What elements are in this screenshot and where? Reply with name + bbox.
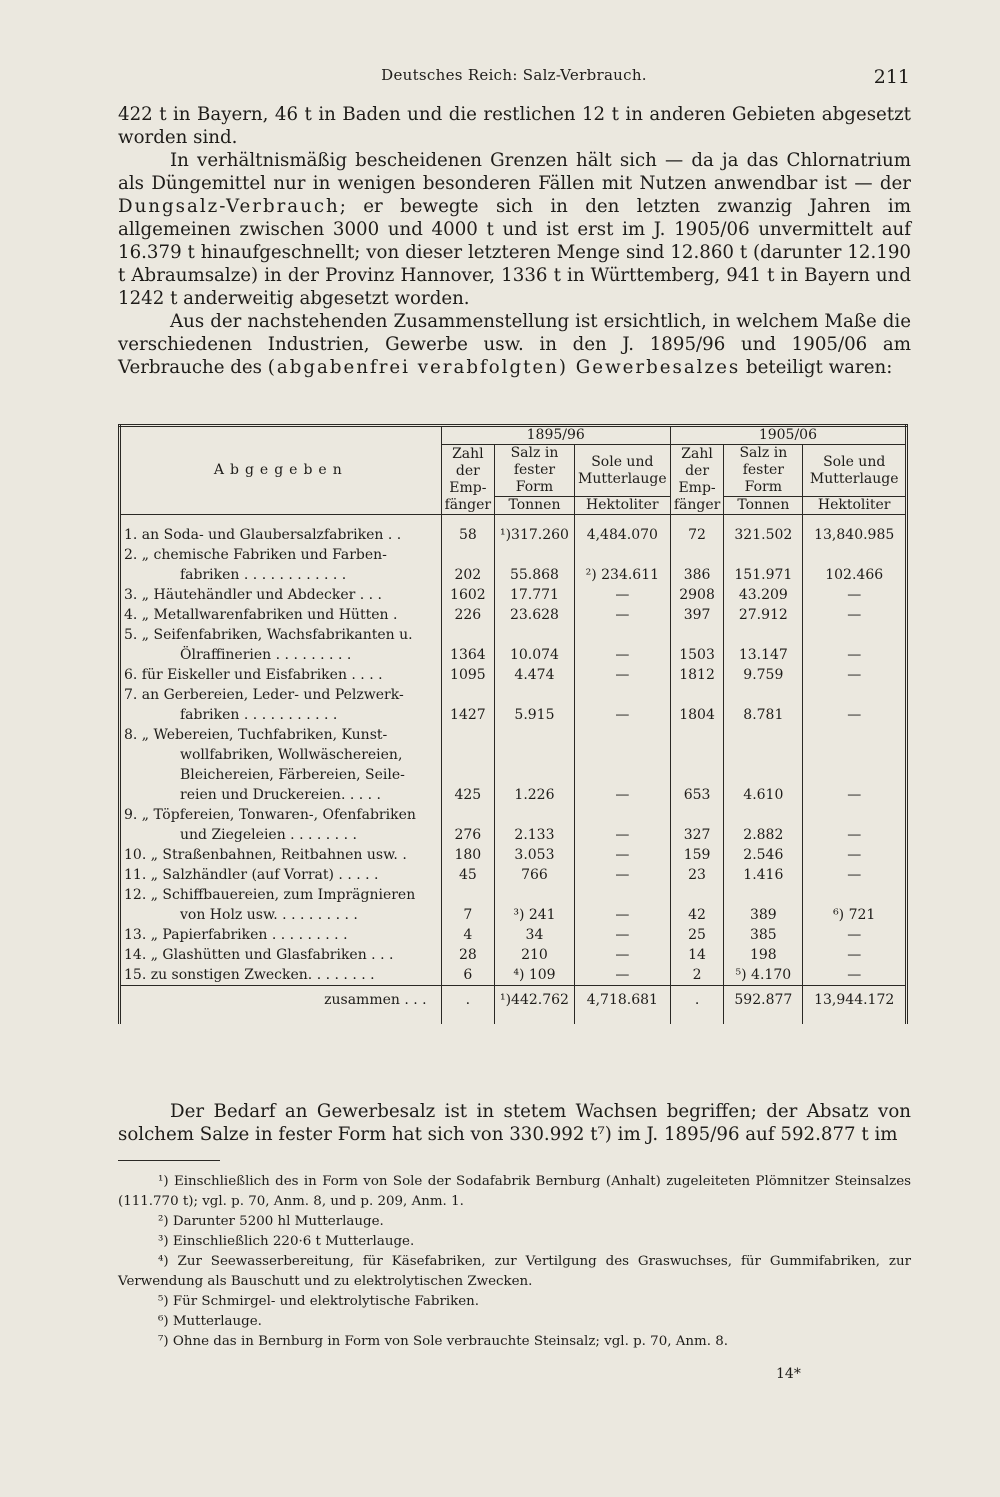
cell-m2: — — [803, 685, 907, 725]
table-row — [120, 585, 907, 605]
row-label-line: 10. „ Straßenbahnen, Reitbahnen usw. . — [124, 847, 407, 863]
cell-s2: ⁵) 4.170 — [724, 965, 803, 986]
cell-z1: 180 — [441, 845, 494, 865]
table-row — [120, 925, 907, 945]
row-label-line: 12. „ Schiffbauereien, zum Imprägnieren — [124, 887, 416, 903]
cell-m2: — — [803, 805, 907, 845]
cell-z1: 45 — [441, 865, 494, 885]
header-salz-1: Salz in fester Form — [495, 445, 575, 497]
header-year-1905: 1905/06 — [670, 426, 906, 445]
running-title: Deutsches Reich: Salz-Verbrauch. — [381, 66, 647, 84]
cell-z2: 72 — [670, 515, 723, 546]
cell-s1: 210 — [495, 945, 575, 965]
cell-z2: 397 — [670, 605, 723, 625]
cell-s2: 13.147 — [724, 625, 803, 665]
row-label-line: 1. an Soda- und Glaubersalzfabriken . . — [124, 527, 402, 543]
cell-s2: 321.502 — [724, 515, 803, 546]
cell-z1: 7 — [441, 885, 494, 925]
cell-s2: 8.781 — [724, 685, 803, 725]
row-label — [120, 845, 442, 865]
cell-z2: 2908 — [670, 585, 723, 605]
row-label — [120, 865, 442, 885]
row-label-line: Bleichereien, Färbereien, Seile- — [180, 767, 405, 783]
cell-m2: — — [803, 585, 907, 605]
row-label — [120, 925, 442, 945]
row-label-line: 4. „ Metallwarenfabriken und Hütten . — [124, 607, 398, 623]
signature-mark: 14* — [776, 1366, 801, 1382]
total-m1: 4,718.681 — [574, 986, 670, 1025]
total-m2: 13,944.172 — [803, 986, 907, 1025]
row-label-line: und Ziegeleien . . . . . . . . — [180, 827, 357, 843]
cell-z1: 1602 — [441, 585, 494, 605]
row-label — [120, 625, 442, 665]
cell-m1: — — [574, 885, 670, 925]
cell-s2: 151.971 — [724, 545, 803, 585]
footnotes — [118, 1172, 911, 1352]
footnote: ³) Einschließlich 220·6 t Mutterlauge. — [158, 1234, 415, 1249]
cell-z1: 4 — [441, 925, 494, 945]
cell-z1: 1427 — [441, 685, 494, 725]
cell-z1: 276 — [441, 805, 494, 845]
cell-s1: 3.053 — [495, 845, 575, 865]
cell-z1: 425 — [441, 725, 494, 805]
cell-m1: — — [574, 925, 670, 945]
table-row — [120, 725, 907, 805]
row-label-line: 11. „ Salzhändler (auf Vorrat) . . . . . — [124, 867, 379, 883]
cell-m2: ⁶) 721 — [803, 885, 907, 925]
cell-s1: 2.133 — [495, 805, 575, 845]
emphasis-dungsalz: Dungsalz-Verbrauch — [118, 196, 340, 217]
cell-m2: — — [803, 965, 907, 986]
cell-z2: 1812 — [670, 665, 723, 685]
header-zahl-2: Zahl der Emp-fänger — [670, 445, 723, 515]
footnote: ⁶) Mutterlauge. — [158, 1314, 262, 1329]
paragraph-1: 422 t in Bayern, 46 t in Baden und die restlichen 12 t in anderen Gebieten abgesetzt worden sind. — [118, 104, 911, 148]
cell-z1: 58 — [441, 515, 494, 546]
row-label-line: 8. „ Webereien, Tuchfabriken, Kunst- — [124, 727, 388, 743]
cell-s2: 385 — [724, 925, 803, 945]
cell-m1: — — [574, 805, 670, 845]
cell-z2: 386 — [670, 545, 723, 585]
header-sole-1: Sole und Mutterlauge — [574, 445, 670, 497]
cell-s2: 27.912 — [724, 605, 803, 625]
table-row — [120, 665, 907, 685]
header-hektoliter-2: Hektoliter — [803, 497, 907, 515]
cell-z1: 1095 — [441, 665, 494, 685]
cell-s1: 4.474 — [495, 665, 575, 685]
table-row — [120, 845, 907, 865]
cell-s2: 4.610 — [724, 725, 803, 805]
cell-s2: 389 — [724, 885, 803, 925]
row-label-line: 9. „ Töpfereien, Tonwaren-, Ofenfabriken — [124, 807, 416, 823]
cell-s2: 2.882 — [724, 805, 803, 845]
cell-m1: — — [574, 845, 670, 865]
header-sole-2: Sole und Mutterlauge — [803, 445, 907, 497]
cell-s1: 766 — [495, 865, 575, 885]
cell-m2: — — [803, 925, 907, 945]
cell-s2: 2.546 — [724, 845, 803, 865]
cell-s2: 43.209 — [724, 585, 803, 605]
cell-s1: ¹)317.260 — [495, 515, 575, 546]
cell-s1: 5.915 — [495, 685, 575, 725]
page-number: 211 — [873, 66, 910, 88]
paragraph-3: Aus der nachstehenden Zusammenstellung ist ersichtlich, in welchem Maße die verschiedenen Industrien, Gewerbe usw. in den J. 1895/96 und 1905/06 am Verbrauche des (abgabenfrei verabfolgten) Gewerbesalzes beteiligt waren: — [118, 311, 911, 378]
header-year-1895: 1895/96 — [441, 426, 670, 445]
cell-z2: 2 — [670, 965, 723, 986]
table-total-row — [120, 986, 907, 1025]
paragraph-2: In verhältnismäßig bescheidenen Grenzen hält sich — da ja das Chlornatrium als Düngemittel nur in wenigen besonderen Fällen mit Nutzen anwendbar ist — der Dungsalz-Verbrauch; er bewegte sich in den letzten zwanzig Jahren im allgemeinen zwischen 3000 und 4000 t und ist erst im J. 1905/06 unvermittelt auf 16.379 t hinaufgeschnellt; von dieser letzteren Menge sind 12.860 t (darunter 12.190 t Abraumsalze) in der Provinz Hannover, 1336 t in Württemberg, 941 t in Bayern und 1242 t anderweitig abgesetzt worden. — [118, 150, 911, 309]
total-label: zusammen . . . — [120, 986, 442, 1025]
row-label — [120, 885, 442, 925]
total-s2: 592.877 — [724, 986, 803, 1025]
header-zahl-1: Zahl der Emp-fänger — [441, 445, 494, 515]
row-label-line: von Holz usw. . . . . . . . . . — [180, 907, 358, 923]
cell-s1: 17.771 — [495, 585, 575, 605]
header-abgegeben: Abgegeben — [120, 426, 442, 515]
total-z1: . — [441, 986, 494, 1025]
cell-m2: — — [803, 845, 907, 865]
total-z2: . — [670, 986, 723, 1025]
cell-m1: ²) 234.611 — [574, 545, 670, 585]
row-label-line: 5. „ Seifenfabriken, Wachsfabrikanten u. — [124, 627, 413, 643]
table-row — [120, 885, 907, 925]
row-label-line: wollfabriken, Wollwäschereien, — [180, 747, 403, 763]
row-label — [120, 515, 442, 546]
header-tonnen-2: Tonnen — [724, 497, 803, 515]
cell-m1: — — [574, 945, 670, 965]
row-label — [120, 945, 442, 965]
cell-s2: 9.759 — [724, 665, 803, 685]
footnote-separator — [118, 1160, 220, 1161]
cell-s2: 1.416 — [724, 865, 803, 885]
cell-m1: — — [574, 685, 670, 725]
row-label-line: 7. an Gerbereien, Leder- und Pelzwerk- — [124, 687, 404, 703]
cell-z2: 23 — [670, 865, 723, 885]
total-s1: ¹)442.762 — [495, 986, 575, 1025]
footnote: ⁷) Ohne das in Bernburg in Form von Sole verbrauchte Steinsalz; vgl. p. 70, Anm. 8. — [158, 1334, 729, 1349]
header-hektoliter-1: Hektoliter — [574, 497, 670, 515]
cell-m1: — — [574, 605, 670, 625]
cell-m1: — — [574, 865, 670, 885]
row-label — [120, 585, 442, 605]
cell-m2: — — [803, 865, 907, 885]
row-label-line: Ölraffinerien . . . . . . . . . — [180, 647, 352, 663]
row-label — [120, 725, 442, 805]
table-body — [120, 515, 907, 1025]
paragraph-4: Der Bedarf an Gewerbesalz ist in stetem Wachsen begriffen; der Absatz von solchem Salze in fester Form hat sich von 330.992 t⁷) im J. 1895/96 auf 592.877 t im — [118, 1101, 911, 1145]
row-label-line: 6. für Eiskeller und Eisfabriken . . . . — [124, 667, 383, 683]
cell-s1: ³) 241 — [495, 885, 575, 925]
footnote: ²) Darunter 5200 hl Mutterlauge. — [158, 1214, 384, 1229]
row-label — [120, 605, 442, 625]
cell-z2: 159 — [670, 845, 723, 865]
running-header — [118, 66, 910, 96]
cell-s2: 198 — [724, 945, 803, 965]
table-row — [120, 965, 907, 986]
cell-m1: — — [574, 585, 670, 605]
row-label — [120, 545, 442, 585]
table-row — [120, 625, 907, 665]
body-text-bottom — [118, 1100, 911, 1146]
table-row — [120, 865, 907, 885]
cell-m2: — — [803, 725, 907, 805]
salt-consumption-table — [118, 424, 908, 1024]
header-salz-2: Salz in fester Form — [724, 445, 803, 497]
row-label-line: 14. „ Glashütten und Glasfabriken . . . — [124, 947, 394, 963]
row-label-line: 15. zu sonstigen Zwecken. . . . . . . . — [124, 967, 375, 983]
body-text-top — [118, 103, 911, 379]
cell-s1: 23.628 — [495, 605, 575, 625]
cell-s1: 1.226 — [495, 725, 575, 805]
row-label-line: fabriken . . . . . . . . . . . . — [180, 567, 347, 583]
table-row — [120, 515, 907, 546]
cell-z1: 226 — [441, 605, 494, 625]
cell-z1: 28 — [441, 945, 494, 965]
row-label-line: 2. „ chemische Fabriken und Farben- — [124, 547, 387, 563]
table-row — [120, 685, 907, 725]
cell-z1: 6 — [441, 965, 494, 986]
footnote: ¹) Einschließlich des in Form von Sole der Sodafabrik Bernburg (Anhalt) zugeleiteten Plömnitzer Steinsalzes (111.770 t); vgl. p. 70, Anm. 8, und p. 209, Anm. 1. — [118, 1174, 911, 1209]
row-label-line: fabriken . . . . . . . . . . . — [180, 707, 338, 723]
table-row — [120, 945, 907, 965]
cell-z2: 653 — [670, 725, 723, 805]
cell-m2: — — [803, 605, 907, 625]
cell-z2: 327 — [670, 805, 723, 845]
cell-m1: — — [574, 725, 670, 805]
cell-s1: ⁴) 109 — [495, 965, 575, 986]
cell-z2: 42 — [670, 885, 723, 925]
row-label-line: 3. „ Häutehändler und Abdecker . . . — [124, 587, 383, 603]
cell-m1: 4,484.070 — [574, 515, 670, 546]
footnote: ⁵) Für Schmirgel- und elektrolytische Fabriken. — [158, 1294, 480, 1309]
cell-m2: — — [803, 945, 907, 965]
cell-z2: 25 — [670, 925, 723, 945]
row-label — [120, 685, 442, 725]
row-label — [120, 805, 442, 845]
row-label — [120, 965, 442, 986]
cell-z1: 1364 — [441, 625, 494, 665]
cell-s1: 55.868 — [495, 545, 575, 585]
footnote: ⁴) Zur Seewasserbereitung, für Käsefabriken, zur Vertilgung des Graswuchses, für Gummifabriken, zur Verwendung als Bauschutt und zu elektrolytischen Zwecken. — [118, 1254, 911, 1289]
table-row — [120, 805, 907, 845]
cell-z2: 1503 — [670, 625, 723, 665]
cell-m1: — — [574, 625, 670, 665]
cell-m2: — — [803, 665, 907, 685]
header-tonnen-1: Tonnen — [495, 497, 575, 515]
cell-m1: — — [574, 965, 670, 986]
cell-m2: 102.466 — [803, 545, 907, 585]
row-label-line: reien und Druckereien. . . . . — [180, 787, 382, 803]
cell-s1: 10.074 — [495, 625, 575, 665]
cell-z2: 1804 — [670, 685, 723, 725]
cell-m1: — — [574, 665, 670, 685]
cell-m2: — — [803, 625, 907, 665]
cell-z1: 202 — [441, 545, 494, 585]
table-row — [120, 605, 907, 625]
cell-m2: 13,840.985 — [803, 515, 907, 546]
row-label — [120, 665, 442, 685]
cell-s1: 34 — [495, 925, 575, 945]
cell-z2: 14 — [670, 945, 723, 965]
emphasis-gewerbesalz: (abgabenfrei verabfolgten) Gewerbesalzes — [267, 357, 741, 378]
row-label-line: 13. „ Papierfabriken . . . . . . . . . — [124, 927, 348, 943]
table-row — [120, 545, 907, 585]
